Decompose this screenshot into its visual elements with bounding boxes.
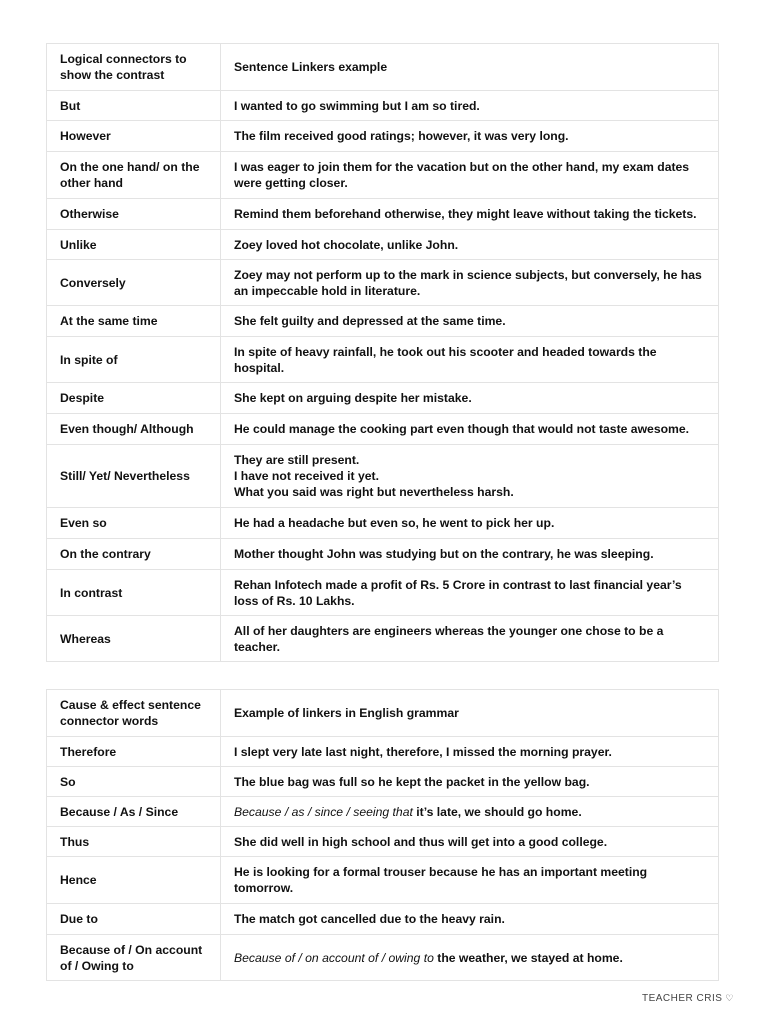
connector-cell: Therefore: [47, 737, 221, 767]
example-rest: it’s late, we should go home.: [412, 804, 582, 819]
header-connector: Cause & effect sentence connector words: [47, 690, 221, 737]
example-cell: Rehan Infotech made a profit of Rs. 5 Crore in contrast to last financial year’s loss of Rs. 10 Lakhs.: [221, 570, 719, 616]
footer-brand: [642, 993, 734, 1004]
example-cell: Remind them beforehand otherwise, they might leave without taking the tickets.: [221, 199, 719, 230]
example-cell: [221, 797, 719, 827]
brand-label: TEACHER CRIS: [641, 993, 723, 1004]
example-rest: the weather, we stayed at home.: [433, 950, 623, 965]
example-cell: I was eager to join them for the vacation but on the other hand, my exam dates were getting closer.: [221, 152, 719, 199]
table-row: [47, 260, 719, 306]
table-row: [47, 857, 719, 904]
table-row: [47, 616, 719, 662]
connector-cell: But: [47, 91, 221, 121]
example-cell: I wanted to go swimming but I am so tired.: [221, 91, 719, 121]
connector-cell: Due to: [47, 904, 221, 935]
header-connector: Logical connectors to show the contrast: [47, 44, 221, 91]
table-row: [47, 337, 719, 383]
example-cell: She kept on arguing despite her mistake.: [221, 383, 719, 414]
connector-cell: However: [47, 121, 221, 152]
example-cell: She did well in high school and thus will get into a good college.: [221, 827, 719, 857]
example-line: They are still present.: [234, 453, 360, 467]
example-cell: [221, 935, 719, 981]
example-cell: He is looking for a formal trouser because he has an important meeting tomorrow.: [221, 857, 719, 904]
example-cell: He could manage the cooking part even though that would not taste awesome.: [221, 414, 719, 445]
connector-cell: Hence: [47, 857, 221, 904]
table-row: [47, 445, 719, 508]
connector-cell: So: [47, 767, 221, 797]
header-example: Example of linkers in English grammar: [221, 690, 719, 737]
connector-cell: Otherwise: [47, 199, 221, 230]
connector-cell: Even though/ Although: [47, 414, 221, 445]
connector-cell: At the same time: [47, 306, 221, 337]
table-row: [47, 121, 719, 152]
connector-cell: Because / As / Since: [47, 797, 221, 827]
table-row: [47, 935, 719, 981]
table-row: [47, 230, 719, 260]
example-line: What you said was right but nevertheless harsh.: [234, 485, 514, 499]
table-header-row: [47, 690, 719, 737]
connector-cell: Even so: [47, 508, 221, 539]
example-cell: The match got cancelled due to the heavy rain.: [221, 904, 719, 935]
example-cell: The film received good ratings; however, it was very long.: [221, 121, 719, 152]
example-cell: Mother thought John was studying but on the contrary, he was sleeping.: [221, 539, 719, 570]
example-cell: The blue bag was full so he kept the packet in the yellow bag.: [221, 767, 719, 797]
table-row: [47, 737, 719, 767]
table-row: [47, 797, 719, 827]
example-cell: Zoey may not perform up to the mark in science subjects, but conversely, he has an impeccable hold in literature.: [221, 260, 719, 306]
connector-cell: Still/ Yet/ Nevertheless: [47, 445, 221, 508]
connector-cell: Despite: [47, 383, 221, 414]
contrast-connectors-table: [46, 43, 719, 662]
example-cell: In spite of heavy rainfall, he took out his scooter and headed towards the hospital.: [221, 337, 719, 383]
table-row: [47, 827, 719, 857]
table-row: [47, 306, 719, 337]
table-row: [47, 767, 719, 797]
table-row: [47, 91, 719, 121]
connector-cell: Thus: [47, 827, 221, 857]
connector-cell: Unlike: [47, 230, 221, 260]
connector-cell: Because of / On account of / Owing to: [47, 935, 221, 981]
connector-cell: In spite of: [47, 337, 221, 383]
example-italic: Because / as / since / seeing that: [234, 804, 413, 819]
heart-icon: ♡: [725, 993, 734, 1003]
table-row: [47, 199, 719, 230]
connector-cell: Whereas: [47, 616, 221, 662]
table-row: [47, 570, 719, 616]
connector-cell: In contrast: [47, 570, 221, 616]
example-cell: All of her daughters are engineers whereas the younger one chose to be a teacher.: [221, 616, 719, 662]
connector-cell: On the contrary: [47, 539, 221, 570]
example-cell: [221, 445, 719, 508]
table-row: [47, 539, 719, 570]
example-italic: Because of / on account of / owing to: [234, 950, 434, 965]
connector-cell: On the one hand/ on the other hand: [47, 152, 221, 199]
table-row: [47, 508, 719, 539]
example-cell: Zoey loved hot chocolate, unlike John.: [221, 230, 719, 260]
example-cell: She felt guilty and depressed at the same time.: [221, 306, 719, 337]
table-row: [47, 152, 719, 199]
table-row: [47, 383, 719, 414]
example-cell: He had a headache but even so, he went to pick her up.: [221, 508, 719, 539]
header-example: Sentence Linkers example: [221, 44, 719, 91]
connector-cell: Conversely: [47, 260, 221, 306]
cause-effect-connectors-table: [46, 689, 719, 981]
table-header-row: [47, 44, 719, 91]
example-cell: I slept very late last night, therefore, I missed the morning prayer.: [221, 737, 719, 767]
table-row: [47, 904, 719, 935]
table-row: [47, 414, 719, 445]
example-line: I have not received it yet.: [234, 469, 379, 483]
